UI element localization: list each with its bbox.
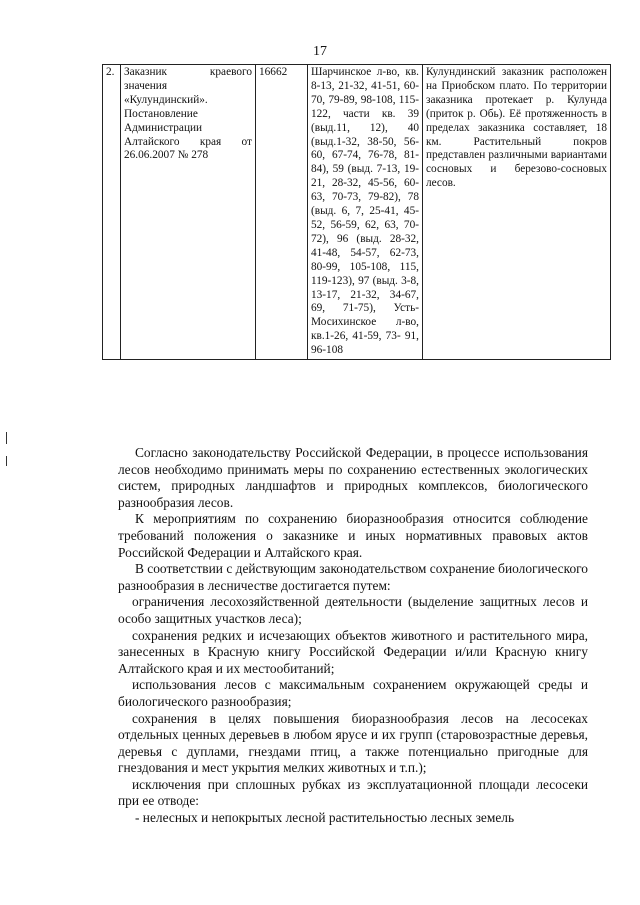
list-item: исключения при сплошных рубках из эксплуатационной площади лесосеки при ее отводе: xyxy=(118,776,588,809)
list-item: сохранения редких и исчезающих объектов животного и растительного мира, занесенных в Красную книгу Российской Федерации и/или Красную книгу Алтайского края и их местообитаний; xyxy=(118,627,588,676)
list-item: использования лесов с максимальным сохранением окружающей среды и биологического разнообразия; xyxy=(118,677,588,709)
list-item: ограничения лесохозяйственной деятельности (выделение защитных лесов и особо защитных участков леса); xyxy=(118,594,588,626)
reserves-table xyxy=(102,64,611,360)
margin-mark xyxy=(6,432,7,444)
list-item: сохранения в целях повышения биоразнообразия лесов на лесосеках отдельных ценных деревьев в любом ярусе и их групп (старовозрастные деревья, деревья с дуплами, гнездами птиц, а также потенциально пригодные для гнездования и мест укрытия мелких животных и т.п.); xyxy=(118,710,588,776)
body-text xyxy=(118,445,588,827)
area-cell: 16662 xyxy=(256,65,308,360)
row-number-cell: 2. xyxy=(103,65,121,360)
reserve-name-cell: Заказник краевого значения «Кулундинский». Постановление Администрации Алтайского края от 26.06.2007 № 278 xyxy=(121,65,256,360)
table-row xyxy=(103,65,611,360)
paragraph: К мероприятиям по сохранению биоразнообразия относится соблюдение требований положения о заказнике и иных нормативных правовых актов Российской Федерации и Алтайского края. xyxy=(118,511,588,560)
page-number: 17 xyxy=(313,44,327,59)
list-item: - нелесных и непокрытых лесной растительностью лесных земель xyxy=(135,810,515,826)
paragraph: В соответствии с действующим законодательством сохранение биологического разнообразия в лесничестве достигается путем: xyxy=(118,561,588,593)
paragraph: Согласно законодательству Российской Федерации, в процессе использования лесов необходимо принимать меры по сохранению естественных экологических систем, природных ландшафтов и природных комплексов, биологического разнообразия лесов. xyxy=(118,445,588,510)
margin-mark xyxy=(6,456,7,466)
location-cell: Шарчинское л-во, кв. 8-13, 21-32, 41-51, 60-70, 79-89, 98-108, 115-122, части кв. 39 (выд.11, 12), 40 (выд.1-32, 38-50, 56-60, 67-74, 76-78, 81-84), 59 (выд. 7-13, 19-21, 28-32, 45-56, 60-63, 70-73, 79-82), 78 (выд. 6, 7, 25-41, 45-52, 56-59, 62, 63, 70-72), 96 (выд. 28-32, 41-48, 54-57, 62-73, 80-99, 105-108, 115, 119-123), 97 (выд. 3-8, 13-17, 21-32, 34-67, 69, 71-75), Усть-Мосихинское л-во, кв.1-26, 41-59, 73- 91, 96-108 xyxy=(308,65,423,360)
description-cell: Кулундинский заказник расположен на Приобском плато. По территории заказника протекает р. Кулунда (приток р. Обь). Её протяженность в пределах заказника составляет, 18 км. Растительный покров представлен различными вариантами сосновых и березово-сосновых лесов. xyxy=(423,65,611,360)
